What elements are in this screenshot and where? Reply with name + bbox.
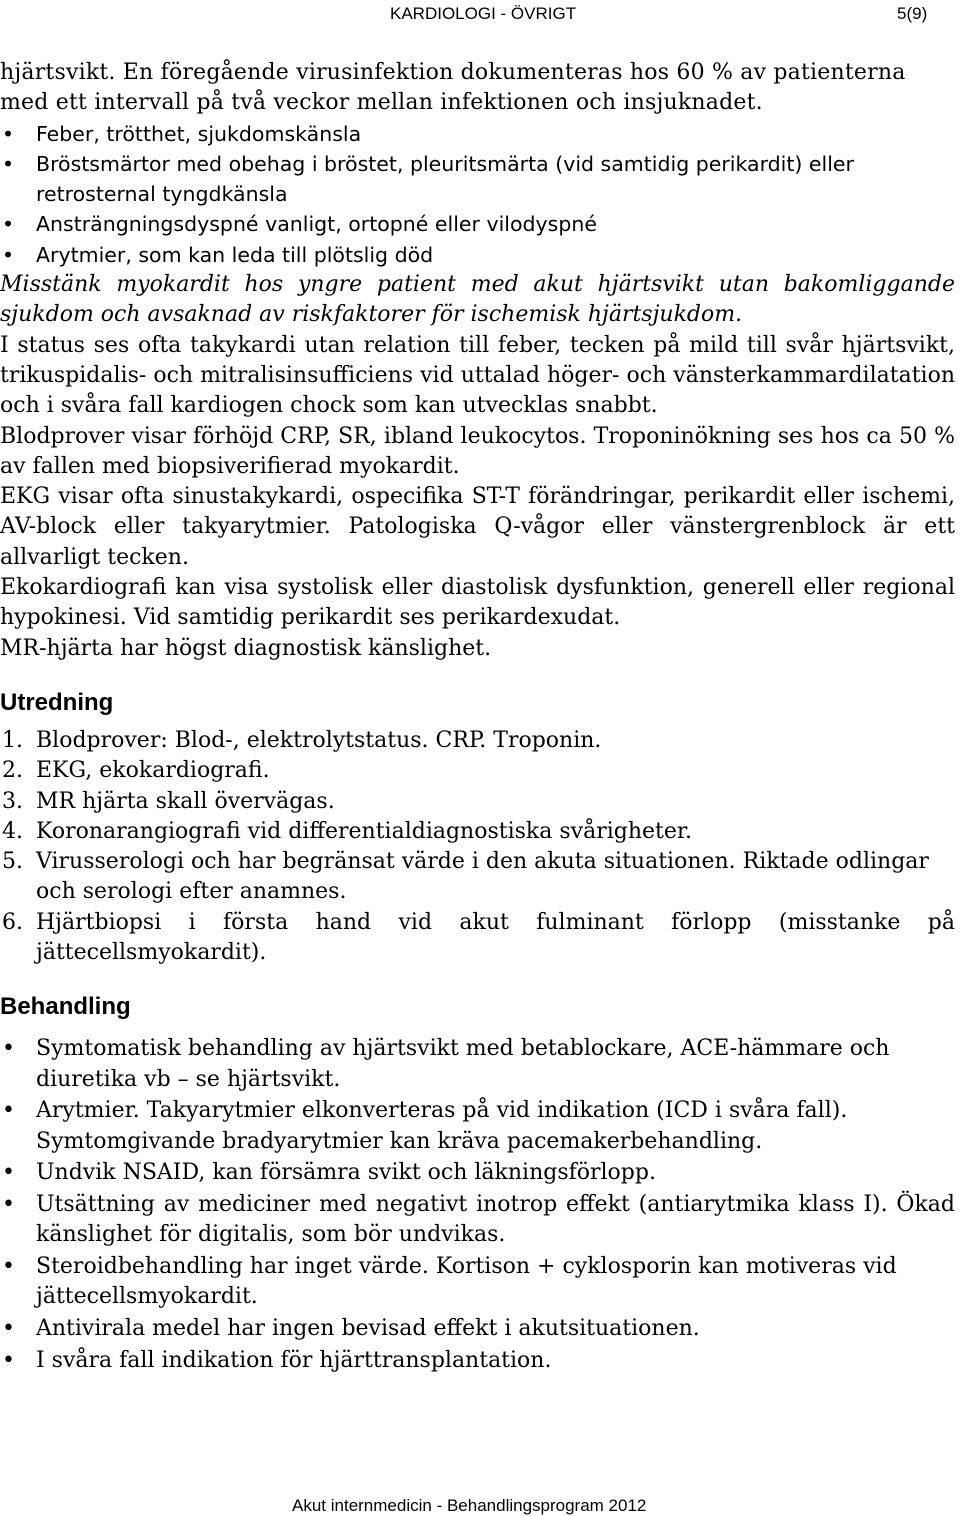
item-text: Blodprover: Blod-, elektrolytstatus. CRP. Troponin. [36, 727, 602, 753]
page-number: 5(9) [897, 4, 928, 23]
bullet-icon: • [2, 1253, 15, 1279]
section-heading-utredning: Utredning [0, 688, 114, 716]
bullet-icon: • [2, 121, 15, 146]
list-item [0, 817, 955, 847]
item-text: MR hjärta skall övervägas. [36, 788, 335, 814]
list-item [0, 1252, 955, 1313]
item-number: 4. [2, 818, 23, 844]
status-paragraph: I status ses ofta takykardi utan relation till feber, tecken på mild till svår hjärtsvikt, trikuspidalis- och mitralisinsufficiens vid uttalad höger- och vänsterkammardilatation och i svåra fall kardiogen chock som kan utvecklas snabbt. [0, 332, 955, 419]
bullet-icon: • [2, 1191, 15, 1217]
item-number: 2. [2, 758, 23, 784]
item-text: EKG, ekokardiografi. [36, 758, 270, 784]
item-text: Arytmier. Takyarytmier elkonverteras på vid indikation (ICD i svåra fall). Symtomgivande bradyarytmier kan kräva pacemakerbehandling. [36, 1098, 848, 1154]
symptom-text: Arytmier, som kan leda till plötslig död [36, 242, 434, 267]
ekg-paragraph: EKG visar ofta sinustakykardi, ospecifika ST-T förändringar, perikardit eller ischemi, AV-block eller takyarytmier. Patologiska Q-vågor eller vänstergrenblock är ett allvarligt tecken. [0, 484, 955, 570]
list-item [0, 1346, 955, 1376]
bullet-icon: • [2, 151, 15, 176]
item-text: I svåra fall indikation för hjärttransplantation. [36, 1347, 552, 1373]
item-number: 3. [2, 788, 23, 814]
list-item [0, 209, 955, 239]
item-text: Hjärtbiopsi i första hand vid akut fulminant förlopp (misstanke på jättecellsmyokardit). [36, 909, 955, 966]
suspicion-paragraph: Misstänk myokardit hos yngre patient med akut hjärtsvikt utan bakomliggande sjukdom och avsaknad av riskfaktorer för ischemisk hjärtsjukdom. [0, 272, 955, 328]
list-item [0, 1158, 955, 1188]
item-number: 1. [2, 727, 23, 753]
item-text: Steroidbehandling har inget värde. Kortison + cyklosporin kan motiveras vid jättecellsmyokardit. [36, 1253, 897, 1310]
bullet-icon: • [2, 1160, 15, 1186]
list-item [0, 787, 955, 817]
echo-paragraph: Ekokardiografi kan visa systolisk eller diastolisk dysfunktion, generell eller regional hypokinesi. Vid samtidig perikardit ses perikardexudat. [0, 575, 955, 631]
list-item [0, 119, 955, 149]
list-item [0, 240, 955, 270]
list-item [0, 1034, 955, 1095]
list-item [0, 1096, 955, 1157]
symptom-text: Bröstsmärtor med obehag i bröstet, pleuritsmärta (vid samtidig perikardit) eller retrosternal tyngdkänsla [36, 151, 854, 207]
mr-paragraph: MR-hjärta har högst diagnostisk känslighet. [0, 635, 492, 661]
list-item [0, 908, 955, 969]
blood-tests-paragraph: Blodprover visar förhöjd CRP, SR, ibland leukocytos. Troponinökning ses hos ca 50 % av fallen med biopsiverifierad myokardit. [0, 423, 955, 479]
item-text: Utsättning av mediciner med negativt inotrop effekt (antiarytmika klass I). Ökad känslighet för digitalis, som bör undvikas. [36, 1191, 955, 1248]
utredning-list [0, 726, 955, 968]
bullet-icon: • [2, 1347, 15, 1373]
behandling-list [0, 1034, 955, 1376]
list-item [0, 1314, 955, 1344]
bullet-icon: • [2, 1098, 15, 1124]
page-footer: Akut internmedicin - Behandlingsprogram 2012 [292, 1496, 647, 1515]
list-item [0, 756, 955, 786]
symptom-text: Feber, trötthet, sjukdomskänsla [36, 121, 362, 146]
item-number: 6. [2, 909, 23, 935]
bullet-icon: • [2, 1036, 15, 1062]
symptom-list [0, 119, 955, 270]
list-item [0, 149, 955, 210]
document-body [0, 58, 955, 1377]
bullet-icon: • [2, 1315, 15, 1341]
item-number: 5. [2, 849, 23, 875]
item-text: Koronarangiografi vid differentialdiagnostiska svårigheter. [36, 818, 692, 844]
bullet-icon: • [2, 212, 15, 237]
item-text: Virusserologi och har begränsat värde i den akuta situationen. Riktade odlingar och serologi efter anamnes. [36, 849, 929, 905]
list-item [0, 1190, 955, 1251]
intro-paragraph: hjärtsvikt. En föregående virusinfektion dokumenteras hos 60 % av patienterna med ett intervall på två veckor mellan infektionen och insjuknadet. [0, 60, 906, 116]
symptom-text: Ansträngningsdyspné vanligt, ortopné eller vilodyspné [36, 212, 597, 237]
item-text: Undvik NSAID, kan försämra svikt och läkningsförlopp. [36, 1160, 656, 1186]
bullet-icon: • [2, 242, 15, 267]
list-item [0, 726, 955, 756]
page-header [0, 4, 960, 26]
list-item [0, 847, 955, 908]
header-title: KARDIOLOGI - ÖVRIGT [390, 4, 577, 23]
item-text: Antivirala medel har ingen bevisad effekt i akutsituationen. [36, 1315, 700, 1341]
section-heading-behandling: Behandling [0, 993, 131, 1021]
item-text: Symtomatisk behandling av hjärtsvikt med betablockare, ACE-hämmare och diuretika vb – se hjärtsvikt. [36, 1036, 890, 1092]
